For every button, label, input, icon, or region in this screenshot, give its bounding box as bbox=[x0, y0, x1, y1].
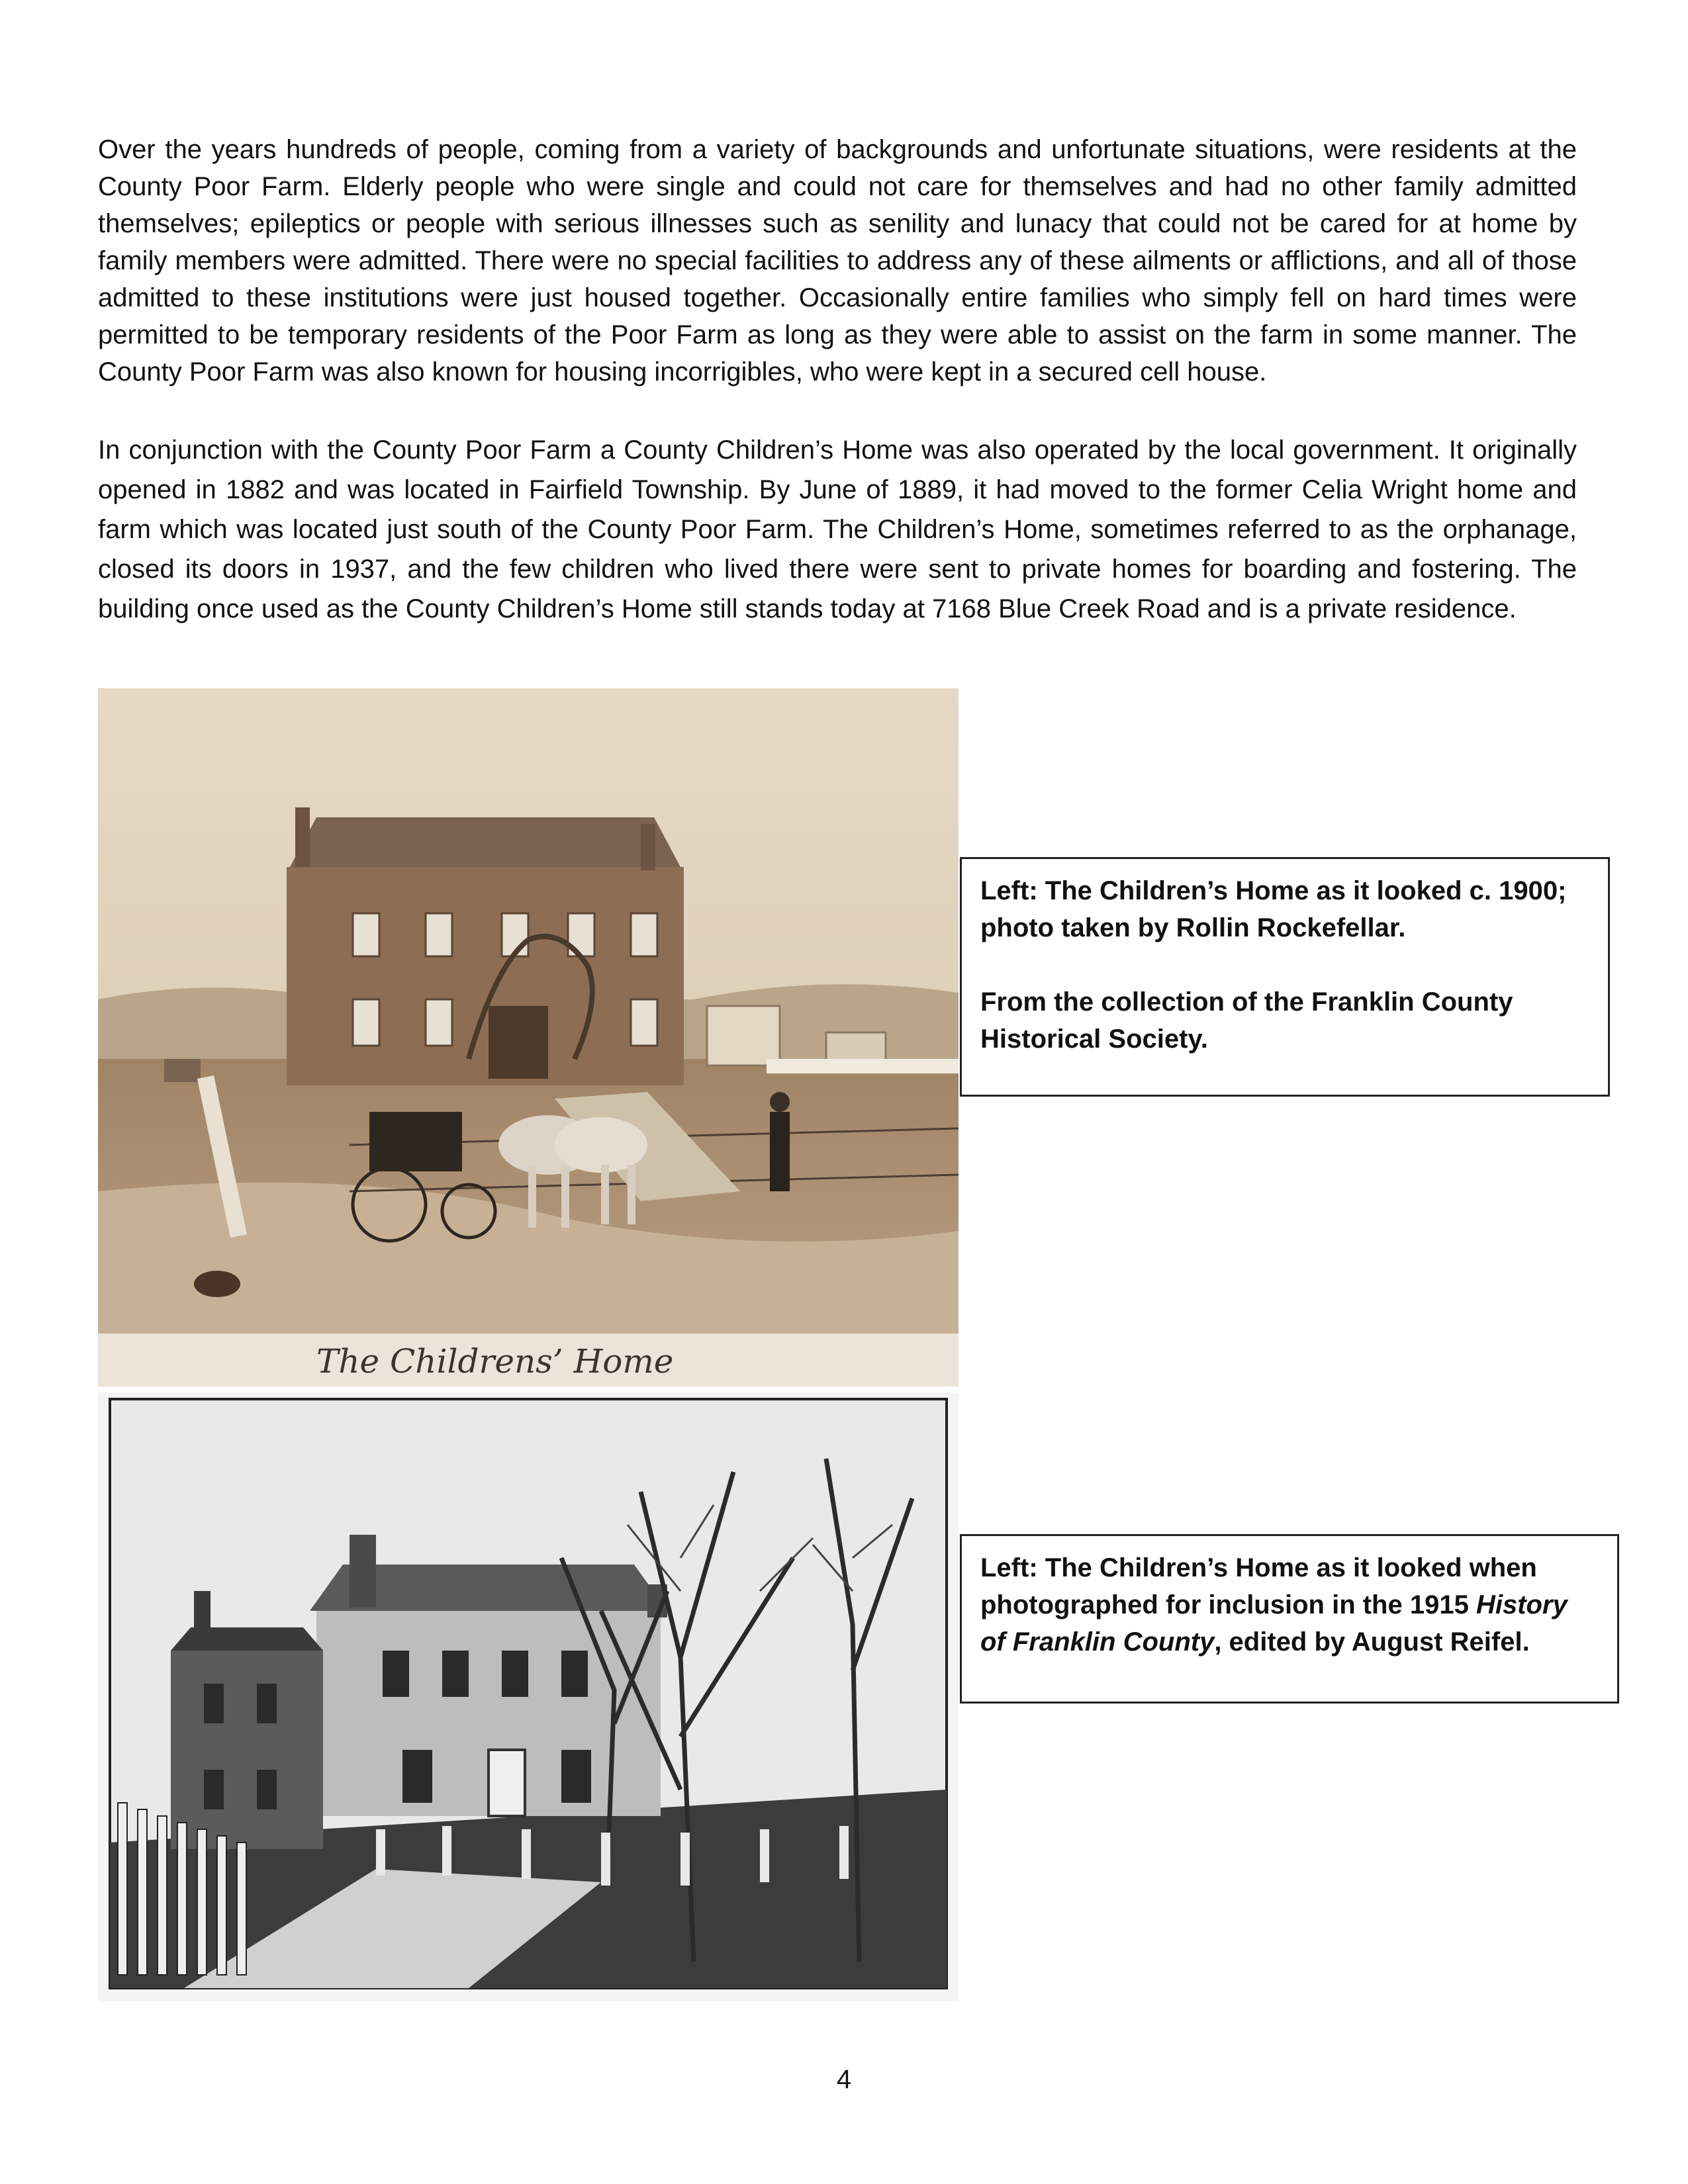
caption-box-1900-photo bbox=[960, 857, 1610, 1097]
childrens-home-1900-photo bbox=[98, 688, 959, 1387]
childrens-home-1915-photo bbox=[98, 1392, 959, 2001]
caption-1915-photo-text bbox=[980, 1549, 1599, 1661]
caption-1915-book-title: History of Franklin County bbox=[980, 1590, 1568, 1657]
caption-1915-prefix: Left: The Children’s Home as it looked when photographed for inclusion in the 1915 bbox=[980, 1553, 1537, 1619]
caption-1900-photo-text: Left: The Children’s Home as it looked c. 1900; photo taken by Rollin Rockefellar. bbox=[980, 876, 1567, 942]
caption-collection-credit: From the collection of the Franklin County Historical Society. bbox=[980, 987, 1513, 1054]
page-number: 4 bbox=[836, 2065, 852, 2094]
caption-1915-suffix: , edited by August Reifel. bbox=[1214, 1627, 1530, 1657]
photo-handwritten-label: The Childrens’ Home bbox=[316, 1342, 674, 1381]
caption-box-1915-photo bbox=[960, 1534, 1619, 1704]
paragraph-childrens-home: In conjunction with the County Poor Farm a County Children’s Home was also operated by the local government. It originally opened in 1882 and was located in Fairfield Township. By June of 1889, it had moved to the former Celia Wright home and farm which was located just south of the County Poor Farm. The Children’s Home, sometimes referred to as the orphanage, closed its doors in 1937, and the few children who lived there were sent to private homes for boarding and fostering. The building once used as the County Children’s Home still stands today at 7168 Blue Creek Road and is a private residence. bbox=[98, 435, 1577, 623]
paragraph-poor-farm-residents: Over the years hundreds of people, coming from a variety of backgrounds and unfortunate situations, were residents at the County Poor Farm. Elderly people who were single and could not care for themselves and had no other family admitted themselves; epileptics or people with serious illnesses such as senility and lunacy that could not be cared for at home by family members were admitted. There were no special facilities to address any of these ailments or afflictions, and all of those admitted to these institutions were just housed together. Occasionally entire families who simply fell on hard times were permitted to be temporary residents of the Poor Farm as long as they were able to assist on the farm in some manner. The County Poor Farm was also known for housing incorrigibles, who were kept in a secured cell house. bbox=[98, 135, 1577, 387]
